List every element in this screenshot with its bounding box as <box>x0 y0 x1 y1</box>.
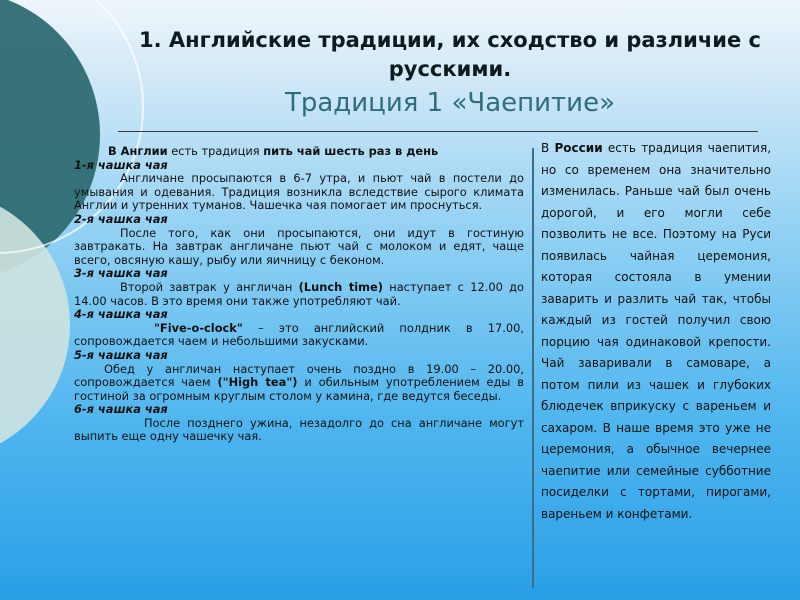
england-intro <box>74 145 524 159</box>
russia-text-pre: В <box>541 141 555 155</box>
column-divider <box>532 148 534 588</box>
cup5-text-pre: Обед у англичан наступает очень поздно в 19.00 – 20.00, сопровождается чаем <box>74 361 524 390</box>
cup4-text-bold: "Five-o-clock" <box>154 320 243 335</box>
cup3-text-bold: (Lunch time) <box>298 279 383 294</box>
cup6-title: 6-я чашка чая <box>74 402 168 417</box>
cup2-title: 2-я чашка чая <box>74 211 168 226</box>
russia-tea-column <box>541 138 771 525</box>
cup3-text-post: наступает с 12.00 до 14.00 часов. В это время они также употребляют чай. <box>74 279 524 308</box>
cup6-text: После позднего ужина, незадолго до сна англичане могут выпить еще одну чашечку чая. <box>74 415 524 444</box>
title-divider <box>118 131 758 132</box>
slide-subtitle: Традиция 1 «Чаепитие» <box>284 88 615 118</box>
intro-bold-phrase: пить чай шесть раз в день <box>263 144 439 158</box>
intro-text: есть традиция <box>167 144 264 158</box>
cup1-text: Англичане просыпаются в 6-7 утра, и пьют чай в постели до умывания и одевания. Традиция возникла вследствие сырого климата Англии и утренних туманов. Чашечка чая помогает им проснуться. <box>74 171 524 213</box>
cup4-title: 4-я чашка чая <box>74 307 168 322</box>
cup3-text-pre: Второй завтрак у англичан <box>120 279 299 294</box>
cup5-text <box>74 363 524 404</box>
cup5-title: 5-я чашка чая <box>74 347 168 362</box>
cup5-text-post: и обильным употреблением еды в гостиной за огромным круглым столом у камина, где ведутся беседы. <box>74 375 524 403</box>
intro-bold-country: В Англии <box>108 144 168 158</box>
cup4-text-post: – это английский полдник в 17.00, сопровождается чаем и небольшими закусками. <box>74 320 524 349</box>
cup3-title: 3-я чашка чая <box>74 266 168 281</box>
russia-text-body: есть традиция чаепития, но со временем она значительно изменилась. Раньше чай был очень дорогой, и его могли себе позволить не все. Поэтому на Руси появилась чайная церемония, которая состояла в умении заварить и разлить чай так, чтобы каждый из гостей получил свою порцию чая одинаковой крепости. Чай заваривали в самоваре, а потом пили из чашек и глубоких блюдечек вприкуску с вареньем и сахаром. В наше время это уже не церемония, а обычное вечернее чаепитие или семейные субботние посиделки с тортами, пирогами, вареньем и конфетами. <box>541 141 772 521</box>
cup5-text-bold: ("High tea") <box>217 375 298 390</box>
cup1-title: 1-я чашка чая <box>74 157 168 172</box>
cup3-text <box>74 281 524 308</box>
slide-title: 1. Английские традиции, их сходство и различие с русскими. <box>138 28 761 81</box>
cup4-text <box>74 322 524 349</box>
cup2-text: После того, как они просыпаются, они идут в гостиную завтракать. На завтрак англичане пьют чай с молоком и едят, чаще всего, овсяную кашу, рыбу или яичницу с беконом. <box>74 225 524 267</box>
russia-text-bold: России <box>554 141 603 155</box>
england-tea-column <box>74 145 524 444</box>
